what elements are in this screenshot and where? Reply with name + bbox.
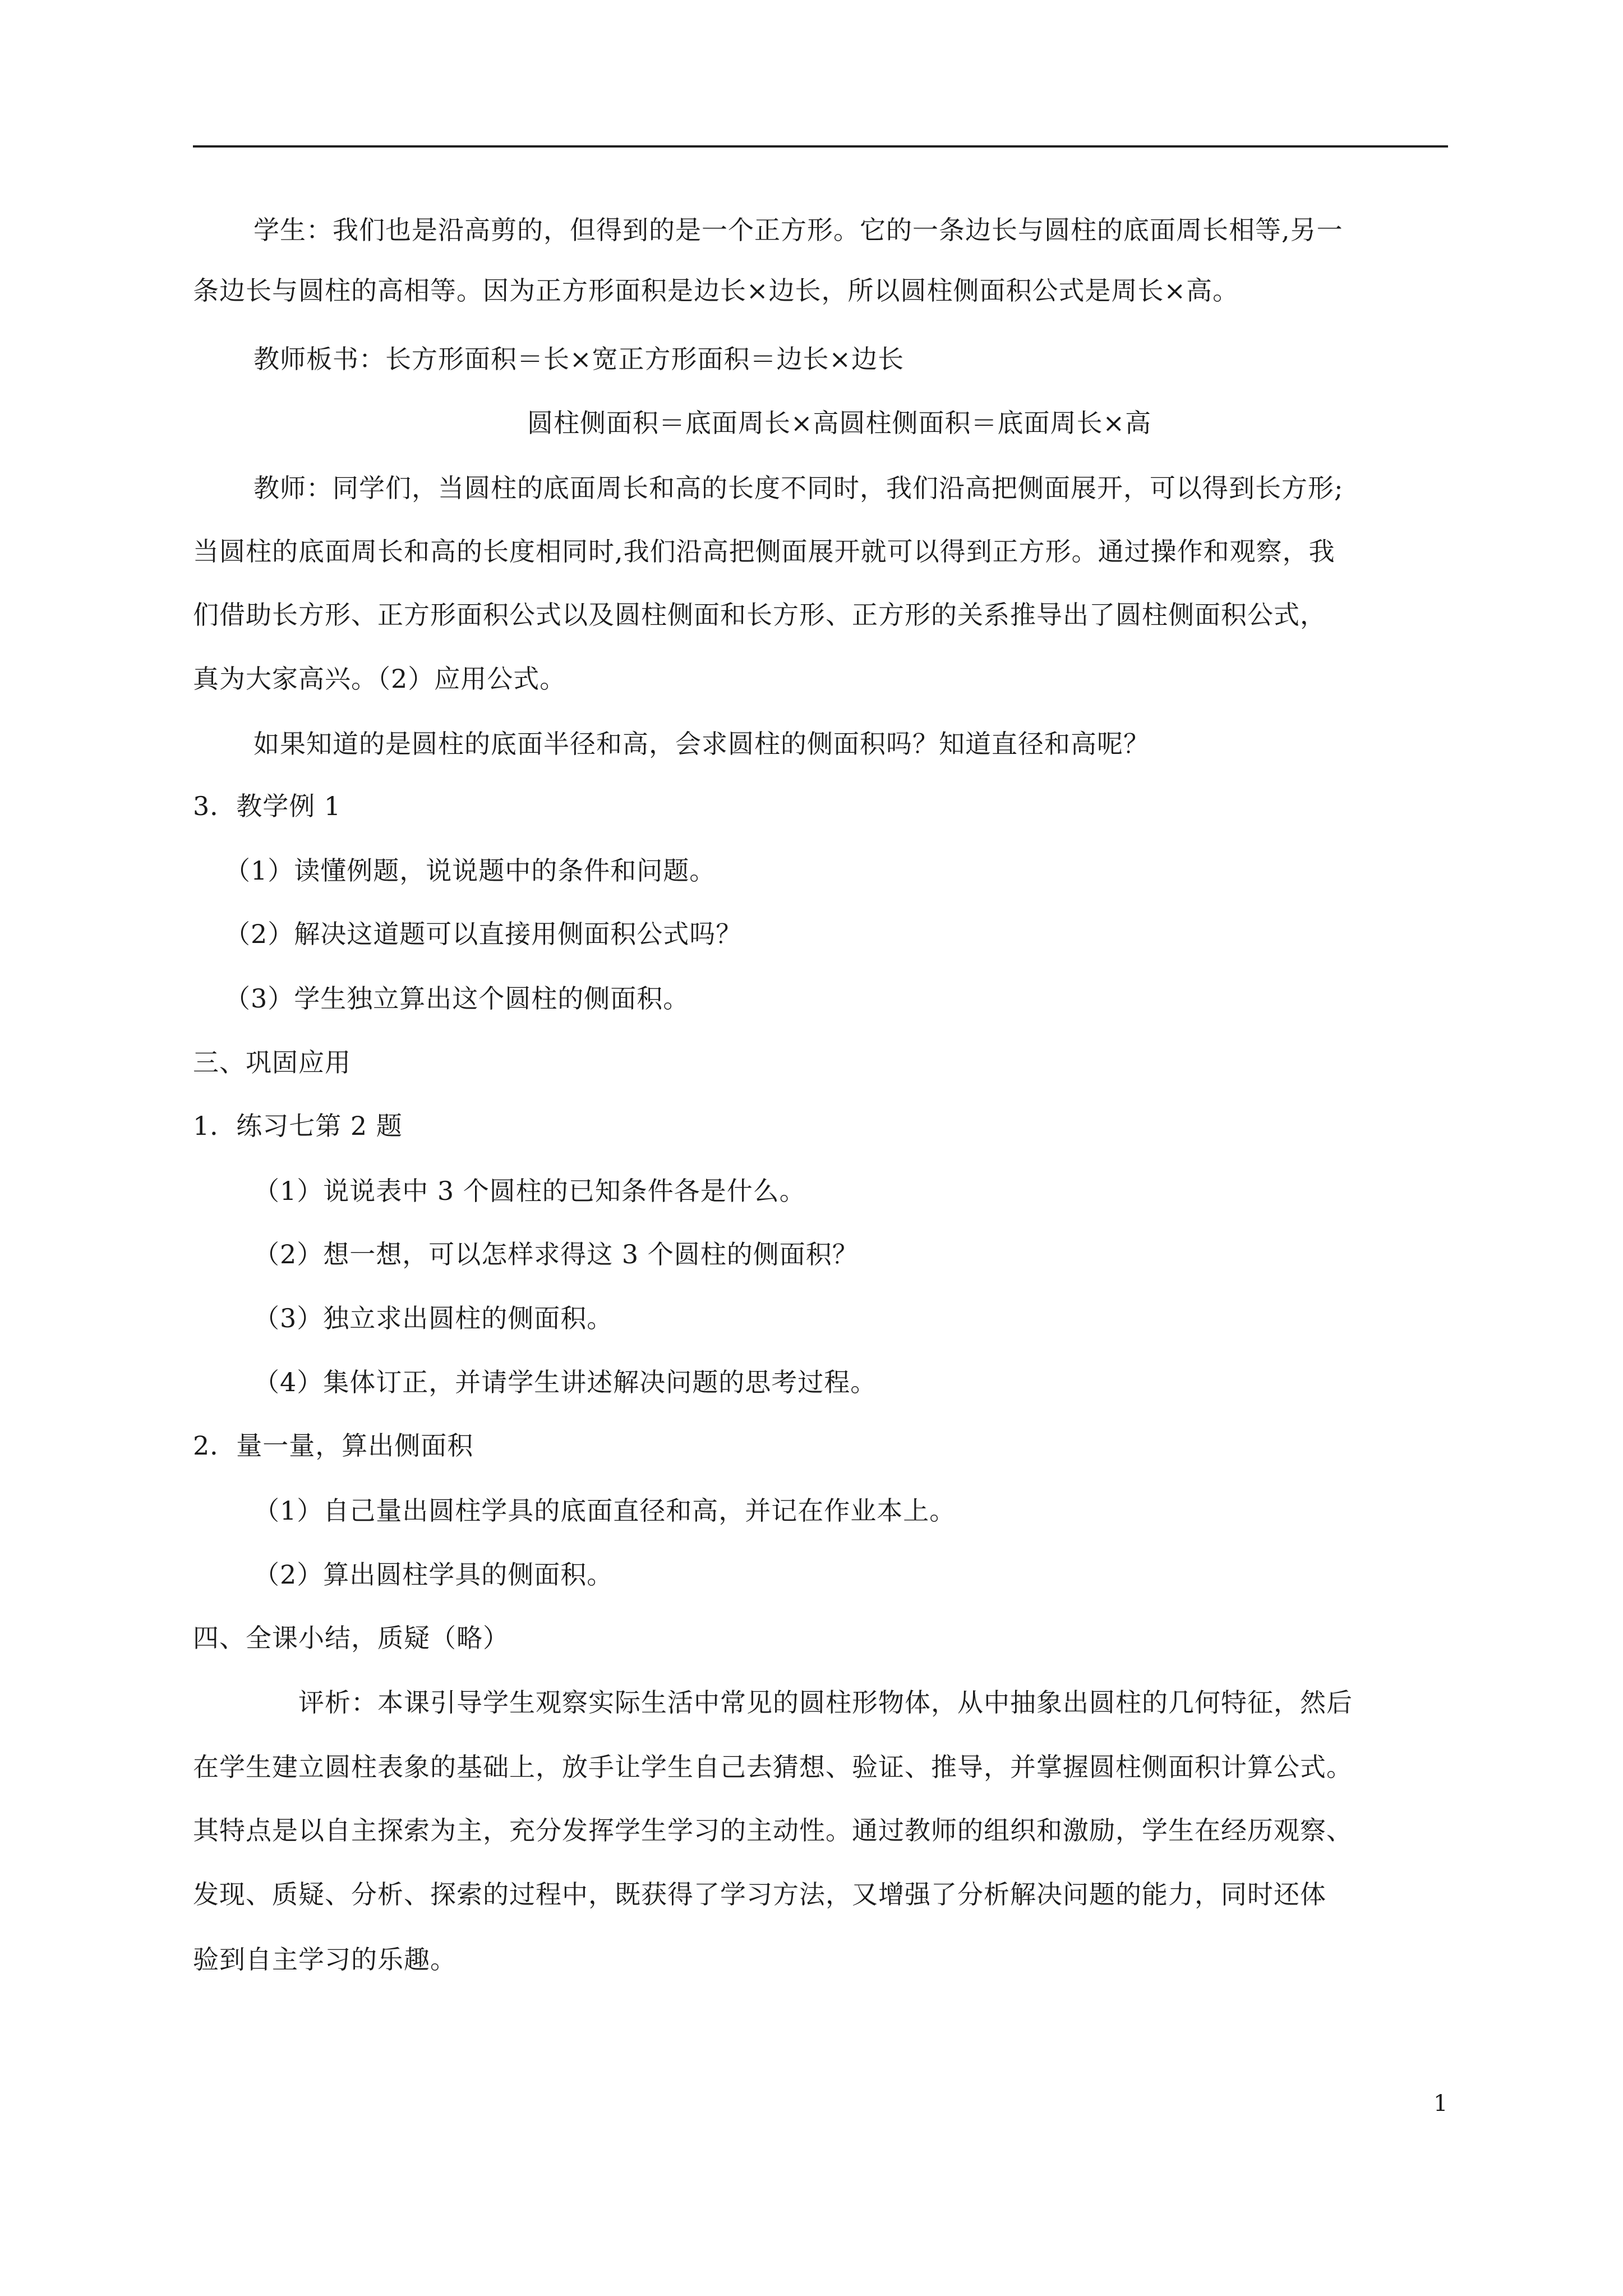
list-item: （1）自己量出圆柱学具的底面直径和高，并记在作业本上。	[253, 1496, 956, 1526]
section-heading: 3．教学例 1	[193, 791, 342, 821]
text-line: 教师板书：长方形面积＝长×宽正方形面积＝边长×边长	[253, 344, 905, 374]
page-number: 1	[1433, 2091, 1448, 2116]
list-item: （1）说说表中 3 个圆柱的已知条件各是什么。	[253, 1176, 806, 1206]
text-line: 们借助长方形、正方形面积公式以及圆柱侧面和长方形、正方形的关系推导出了圆柱侧面积公式，	[193, 600, 1326, 630]
header-rule	[193, 145, 1448, 148]
text-line: 在学生建立圆柱表象的基础上，放手让学生自己去猜想、验证、推导，并掌握圆柱侧面积计算公式。	[193, 1752, 1353, 1782]
section-heading: 2．量一量，算出侧面积	[193, 1430, 474, 1461]
text-line: 验到自主学习的乐趣。	[193, 1944, 457, 1975]
list-item: （4）集体订正，并请学生讲述解决问题的思考过程。	[253, 1367, 877, 1397]
text-line: 学生：我们也是沿高剪的，但得到的是一个正方形。它的一条边长与圆柱的底面周长相等,另一	[253, 215, 1343, 245]
text-line: 发现、质疑、分析、探索的过程中，既获得了学习方法，又增强了分析解决问题的能力，同时还体	[193, 1879, 1326, 1910]
section-heading: 三、巩固应用	[193, 1047, 351, 1078]
list-item: （2）解决这道题可以直接用侧面积公式吗？	[224, 919, 743, 949]
text-line: 圆柱侧面积＝底面周长×高圆柱侧面积＝底面周长×高	[527, 408, 1152, 438]
section-heading: 四、全课小结，质疑（略）	[193, 1623, 509, 1653]
list-item: （2）算出圆柱学具的侧面积。	[253, 1559, 614, 1590]
text-line: 教师：同学们，当圆柱的底面周长和高的长度不同时，我们沿高把侧面展开，可以得到长方形;	[253, 473, 1344, 503]
text-line: 真为大家高兴。（2）应用公式。	[193, 664, 566, 694]
text-line: 评析：本课引导学生观察实际生活中常见的圆柱形物体，从中抽象出圆柱的几何特征，然后	[298, 1687, 1353, 1718]
text-line: 条边长与圆柱的高相等。因为正方形面积是边长×边长，所以圆柱侧面积公式是周长×高。	[193, 275, 1239, 306]
list-item: （3）独立求出圆柱的侧面积。	[253, 1303, 614, 1333]
section-heading: 1．练习七第 2 题	[193, 1111, 403, 1141]
text-line: 其特点是以自主探索为主，充分发挥学生学习的主动性。通过教师的组织和激励，学生在经历观察、	[193, 1815, 1353, 1846]
text-line: 当圆柱的底面周长和高的长度相同时,我们沿高把侧面展开就可以得到正方形。通过操作和观察，我	[193, 536, 1335, 567]
text-line: 如果知道的是圆柱的底面半径和高，会求圆柱的侧面积吗？知道直径和高呢？	[253, 729, 1150, 759]
list-item: （2）想一想，可以怎样求得这 3 个圆柱的侧面积？	[253, 1239, 859, 1269]
list-item: （3）学生独立算出这个圆柱的侧面积。	[224, 983, 690, 1014]
list-item: （1）读懂例题，说说题中的条件和问题。	[224, 855, 716, 886]
